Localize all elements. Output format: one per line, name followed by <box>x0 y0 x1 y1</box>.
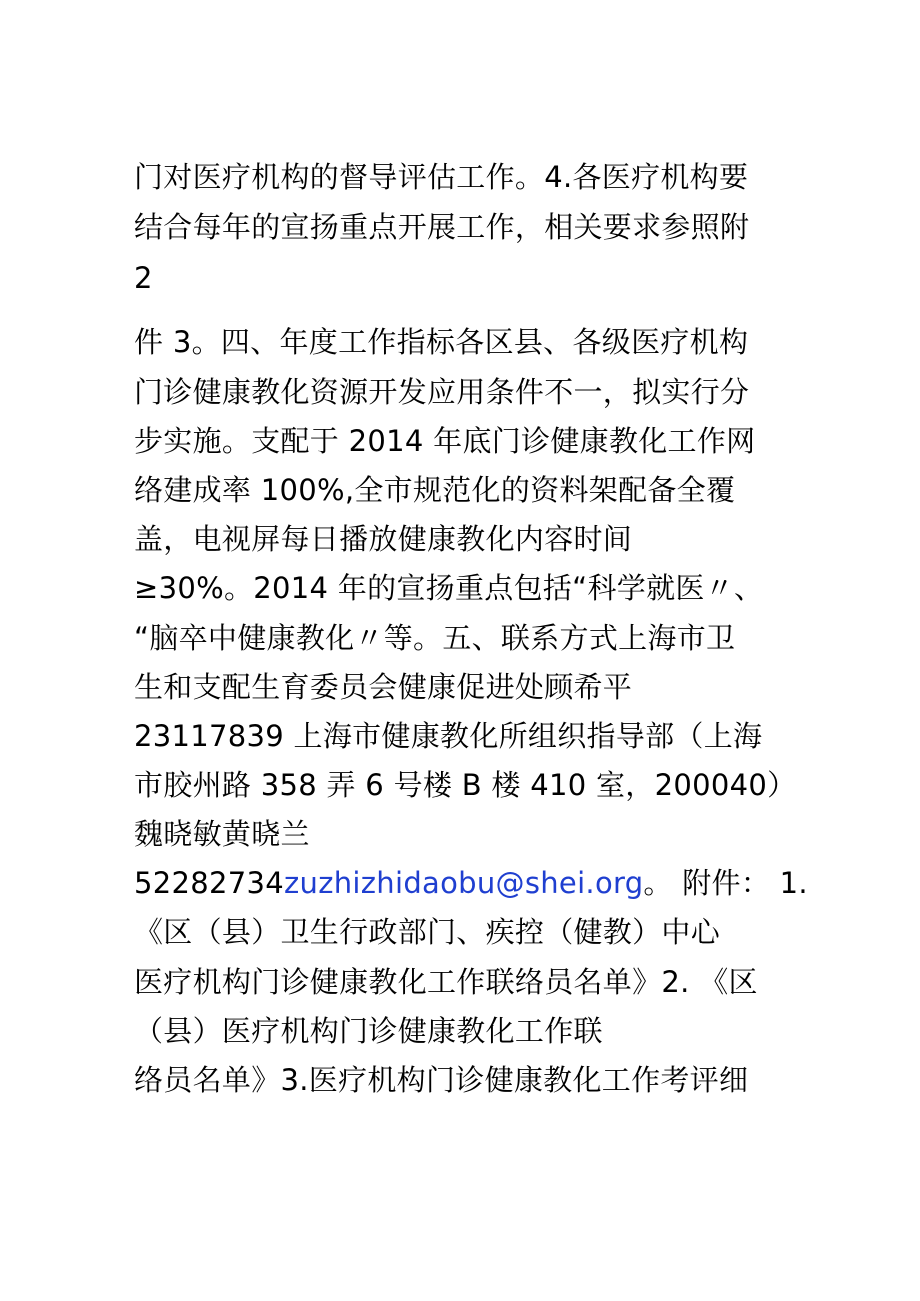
text-line-8: 盖，电视屏每日播放健康教化内容时间 <box>134 522 633 556</box>
text-line-2: 结合每年的宣扬重点开展工作，相关要求参照附 <box>134 210 750 244</box>
text-line-16: 《区（县）卫生行政部门、疾控（健教）中心 <box>134 915 721 949</box>
text-line-6: 步实施。支配于 2014 年底门诊健康教化工作网 <box>134 424 756 458</box>
email-link[interactable]: zuzhizhidaobu@shei.org <box>284 866 644 900</box>
text-line-9: ≥30%。2014 年的宣扬重点包括“科学就医〃、 <box>134 571 764 605</box>
text-line-10: “脑卒中健康教化〃等。五、联系方式上海市卫 <box>134 621 736 655</box>
text-line-18: （县）医疗机构门诊健康教化工作联 <box>134 1014 603 1048</box>
text-line-3: 2 <box>134 261 153 295</box>
phone-number: 52282734 <box>134 866 285 900</box>
attachment-intro: 。 附件： 1. <box>643 866 808 900</box>
contact-line <box>134 863 808 903</box>
text-line-7: 络建成率 100%,全市规范化的资料架配备全覆 <box>134 473 736 507</box>
text-line-1: 门对医疗机构的督导评估工作。4.各医疗机构要 <box>134 160 749 194</box>
text-line-13: 市胶州路 358 弄 6 号楼 B 楼 410 室，200040） <box>134 768 797 802</box>
text-line-17: 医疗机构门诊健康教化工作联络员名单》2. 《区 <box>134 965 758 999</box>
text-line-14: 魏晓敏黄晓兰 <box>134 817 310 851</box>
text-line-12: 23117839 上海市健康教化所组织指导部（上海 <box>134 719 763 753</box>
text-line-4: 件 3。四、年度工作指标各区县、各级医疗机构 <box>134 325 749 359</box>
text-line-11: 生和支配生育委员会健康促进处顾希平 <box>134 670 633 704</box>
text-line-5: 门诊健康教化资源开发应用条件不一，拟实行分 <box>134 375 750 409</box>
text-line-19: 络员名单》3.医疗机构门诊健康教化工作考评细 <box>134 1063 749 1097</box>
